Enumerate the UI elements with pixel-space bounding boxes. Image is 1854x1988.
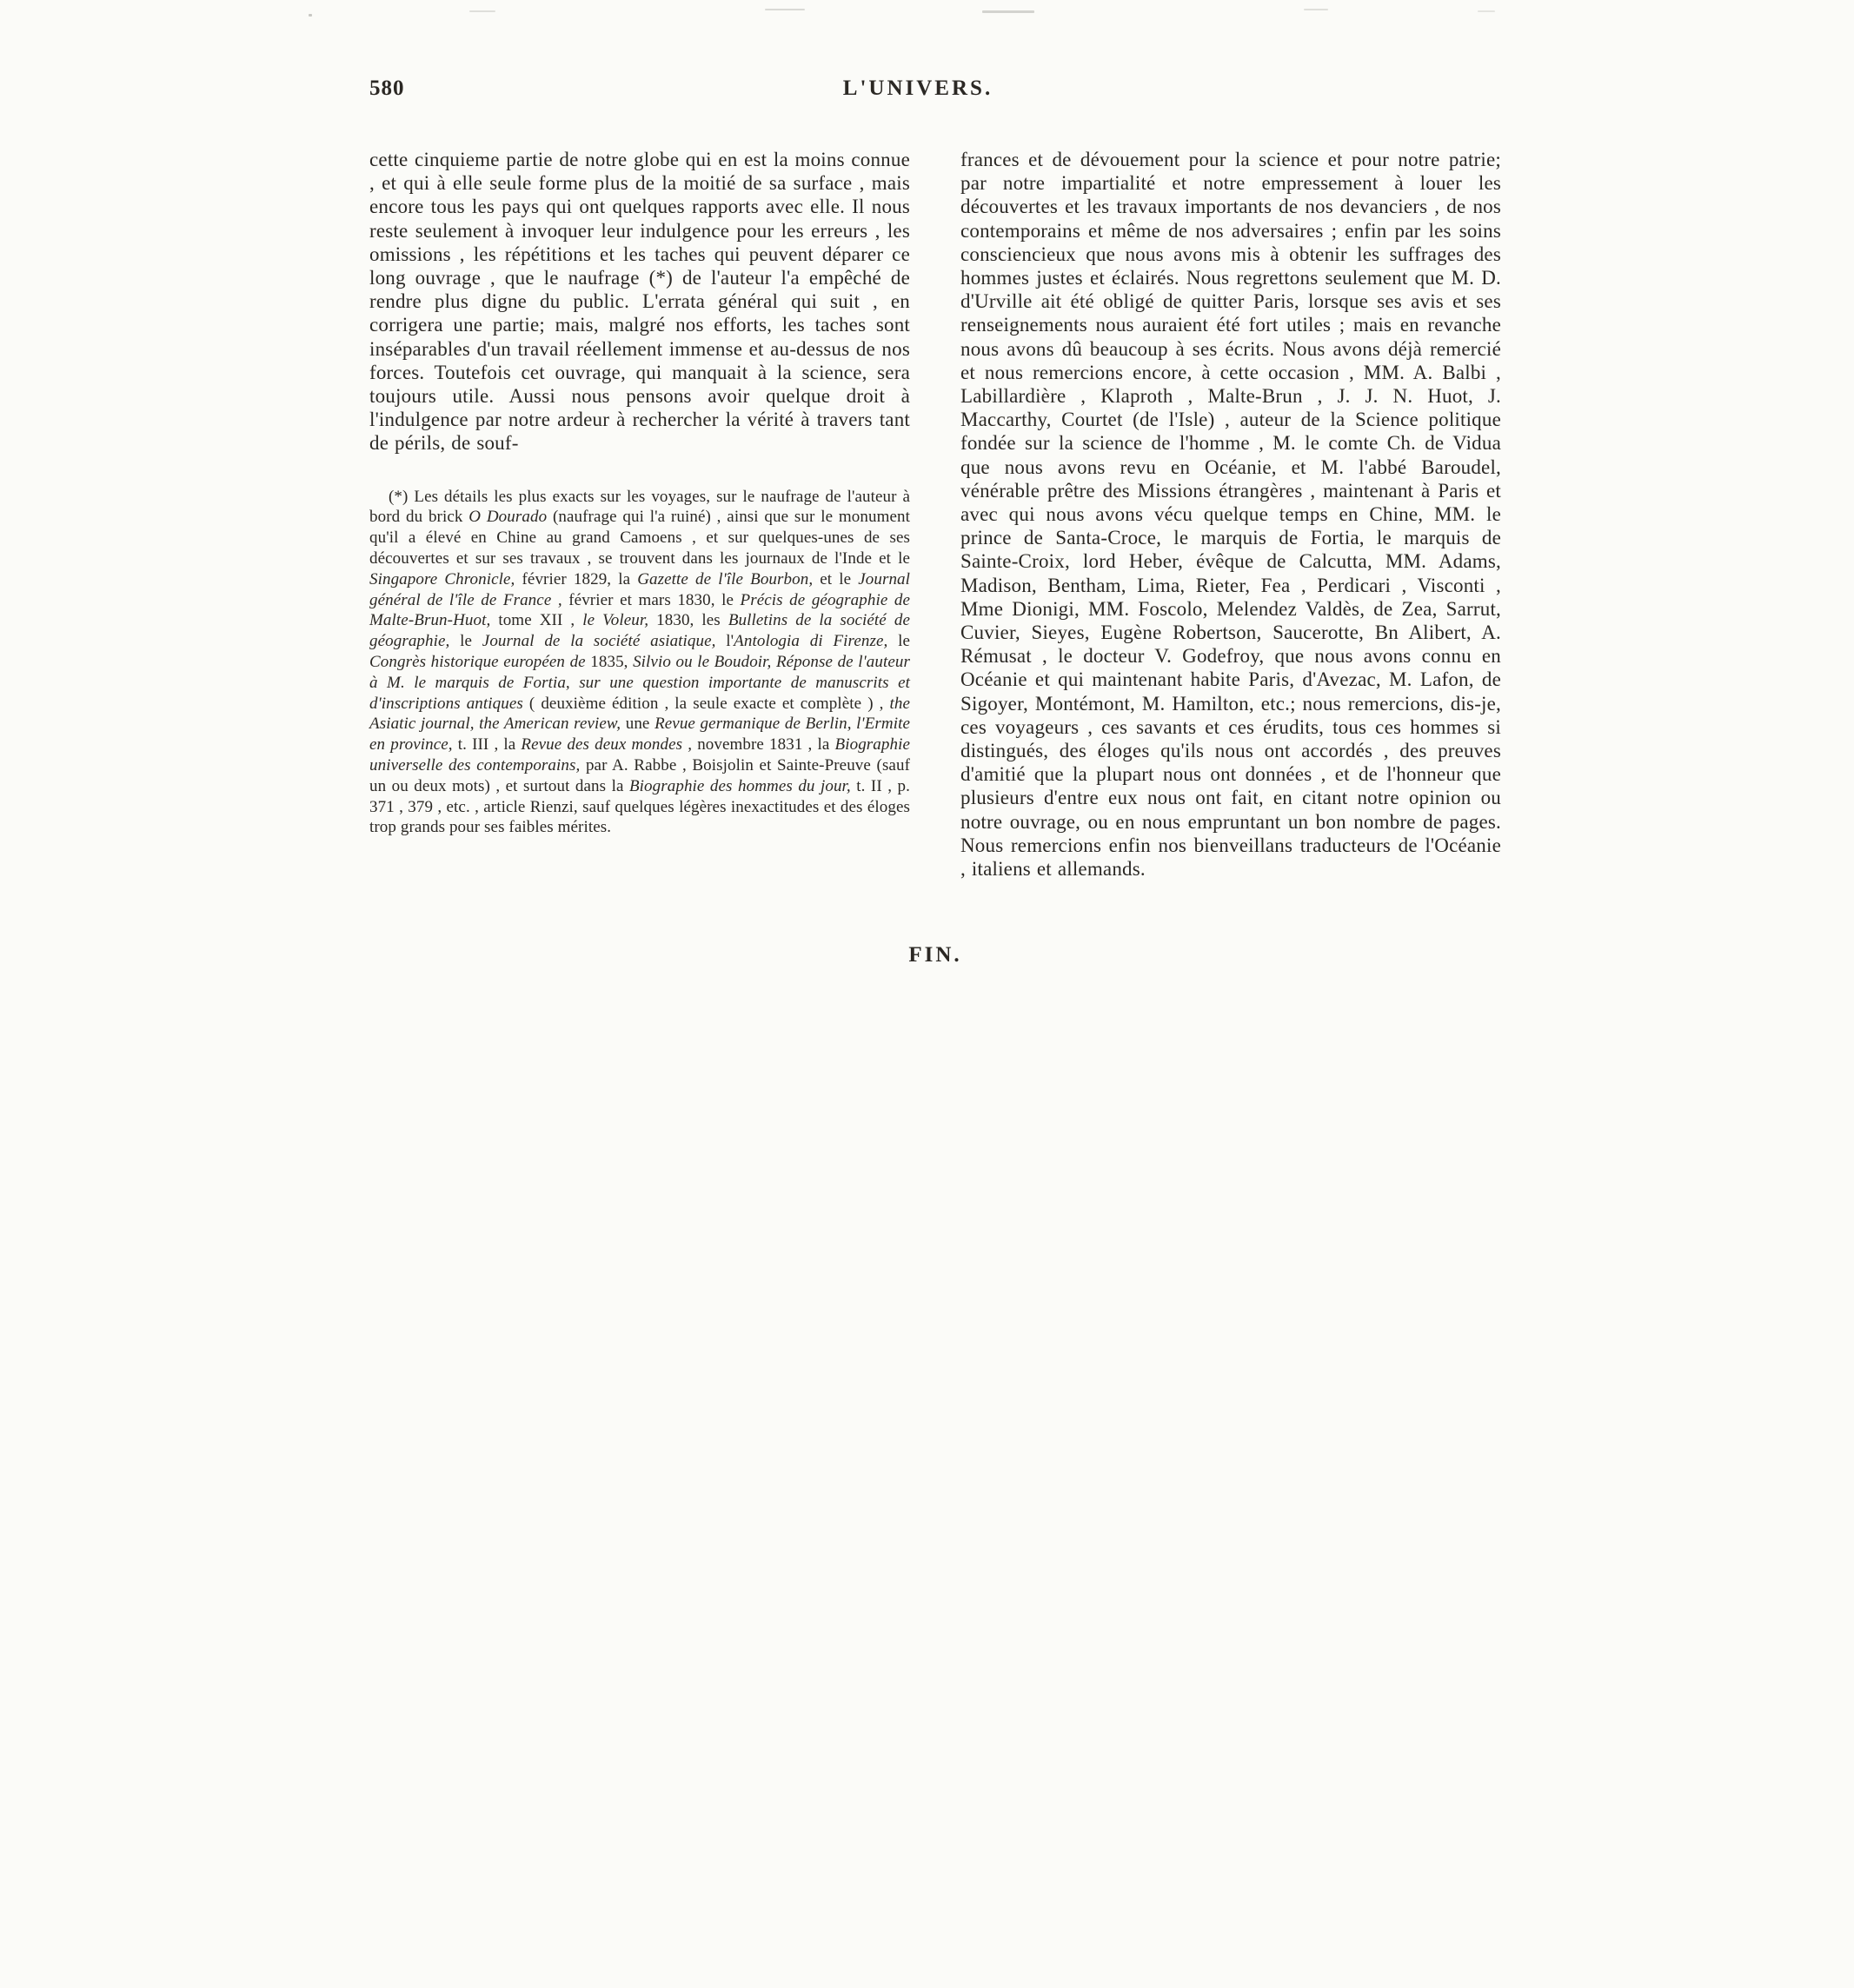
page-header: [369, 76, 1501, 111]
page-number: 580: [369, 76, 405, 100]
running-title: L'UNIVERS.: [842, 76, 993, 100]
text-block: [369, 76, 1501, 967]
two-column-layout: [369, 148, 1501, 881]
footnote-text: (*) Les détails les plus exacts sur les voyages, sur le naufrage de l'auteur à bord du brick O Dourado (naufrage qui l'a ruiné) , ainsi que sur le monument qu'il a élevé en Chine au grand Camoens , et sur quelques-unes de ses découvertes et sur ses travaux , se trouvent dans les journaux de l'Inde et le Singapore Chronicle, février 1829, la Gazette de l'île Bourbon, et le Journal général de l'île de France , février et mars 1830, le Précis de géographie de Malte-Brun-Huot, tome XII , le Voleur, 1830, les Bulletins de la société de géographie, le Journal de la société asiatique, l'Antologia di Firenze, le Congrès historique européen de 1835, Silvio ou le Boudoir, Réponse de l'auteur à M. le marquis de Fortia, sur une question importante de manuscrits et d'inscriptions antiques ( deuxième édition , la seule exacte et complète ) , the Asiatic journal, the American review, une Revue germanique de Berlin, l'Ermite en province, t. III , la Revue des deux mondes , novembre 1831 , la Biographie universelle des contemporains, par A. Rabbe , Boisjolin et Sainte-Preuve (sauf un ou deux mots) , et surtout dans la Biographie des hommes du jour, t. II , p. 371 , 379 , etc. , article Rienzi, sauf quelques légères inexactitudes et des éloges trop grands pour ses faibles mérites.: [369, 487, 911, 837]
left-column: [369, 148, 910, 881]
scan-artifact: [1304, 9, 1328, 10]
right-column-body-text: frances et de dévouement pour la science et pour notre patrie; par notre impartialité et notre empressement à louer les découvertes et les travaux importants de nos devanciers , de nos contemporains et même de nos adversaires ; enfin par les soins consciencieux que nous avons mis à obtenir les suffrages des hommes justes et éclairés. Nous regrettons seulement que M. D. d'Urville ait été obligé de quitter Paris, lorsque ses avis et ses renseignements nous auraient été fort utiles ; mais en revanche nous avons dû beaucoup à ses écrits. Nous avons déjà remercié et nous remercions encore, à cette occasion , MM. A. Balbi , Labillardière , Klaproth , Malte-Brun , J. J. N. Huot, J. Maccarthy, Courtet (de l'Isle) , auteur de la Science politique fondée sur la science de l'homme , M. le comte Ch. de Vidua que nous avons revu en Océanie, et M. l'abbé Baroudel, vénérable prêtre des Missions étrangères , maintenant à Paris et avec qui nous avons vécu quelque temps en Chine, MM. le prince de Santa-Croce, le marquis de Fortia, le marquis de Sainte-Croix, lord Heber, évêque de Calcutta, MM. Adams, Madison, Bentham, Lima, Rieter, Fea , Perdicari , Visconti , Mme Dionigi, MM. Foscolo, Melendez Valdès, de Zea, Sarrut, Cuvier, Sieyes, Eugène Robertson, Saucerotte, Bn Alibert, A. Rémusat , le docteur V. Godefroy, que nous avons connu en Océanie et qui maintenant habite Paris, d'Avezac, M. Lafon, de Sigoyer, Montémont, M. Hamilton, etc.; nous remercions, dis-je, ces voyageurs , ces savants et ces érudits, tous ces hommes si distingués, des éloges qu'ils nous ont accordés , des preuves d'amitié que la plupart nous ont données , et de l'honneur que plusieurs d'entre eux nous ont fait, en citant notre opinion ou notre ouvrage, ou en nous empruntant un bon nombre de pages. Nous remercions enfin nos bienveillans traducteurs de l'Océanie , italiens et allemands.: [960, 149, 1501, 881]
scan-artifact: [309, 14, 312, 17]
scan-artifact: [765, 9, 805, 10]
scan-artifact: [1478, 10, 1495, 12]
scan-artifact: [982, 10, 1034, 13]
right-column: [960, 148, 1501, 881]
left-column-body-text: cette cinquieme partie de notre globe qui en est la moins connue , et qui à elle seule forme plus de la moitié de sa surface , mais encore tous les pays qui ont quelques rapports avec elle. Il nous reste seulement à invoquer leur indulgence pour les erreurs , les omissions , les répétitions et les taches qui peuvent déparer ce long ouvrage , que le naufrage (*) de l'auteur l'a empêché de rendre plus digne du public. L'errata général qui suit , en corrigera une partie; mais, malgré nos efforts, les taches sont inséparables d'un travail réellement immense et au-dessus de nos forces. Toutefois cet ouvrage, qui manquait à la science, sera toujours utile. Aussi nous pensons avoir quelque droit à l'indulgence par notre ardeur à rechercher la vérité à travers tant de périls, de souf-: [369, 149, 910, 455]
scan-artifact: [469, 10, 495, 12]
fin-label: FIN.: [908, 943, 962, 967]
